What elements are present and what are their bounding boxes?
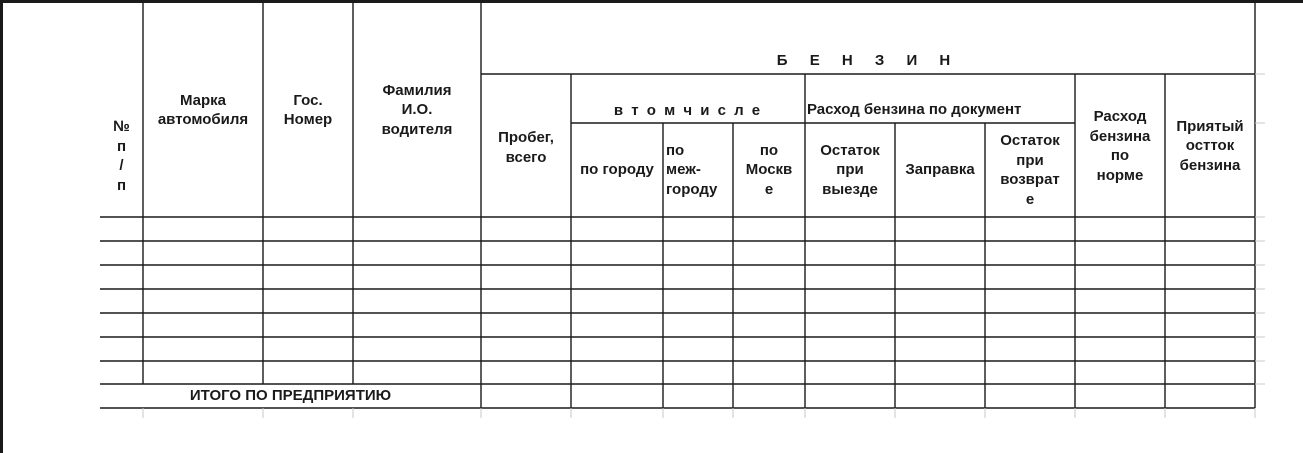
header-balance-return: Остаток при возврат е [1000,132,1060,208]
header-plate-number: Гос. Номер [283,91,333,128]
header-consumption-norm: Расход бензина по норме [1089,108,1151,184]
header-including: в т о м ч и с л е [613,101,763,119]
header-refuel: Заправка [905,161,975,179]
header-by-city: по городу [580,161,654,179]
header-accepted-balance: Приятый остток бензина [1176,117,1244,174]
header-driver-name: Фамилия И.О. водителя [381,81,453,138]
header-petrol: Б Е Н З И Н [776,52,960,70]
header-row-number: № п / п [113,118,130,194]
header-mileage-total: Пробег, всего [498,129,554,166]
header-consumption-documents: Расход бензина по документ [807,100,1022,118]
header-intercity: по меж- городу [666,141,718,198]
total-row-label: ИТОГО ПО ПРЕДПРИЯТИЮ [189,387,392,405]
header-car-brand: Марка автомобиля [157,91,249,128]
header-balance-departure: Остаток при выезде [820,141,880,198]
header-by-moscow: по Москв е [745,141,793,198]
